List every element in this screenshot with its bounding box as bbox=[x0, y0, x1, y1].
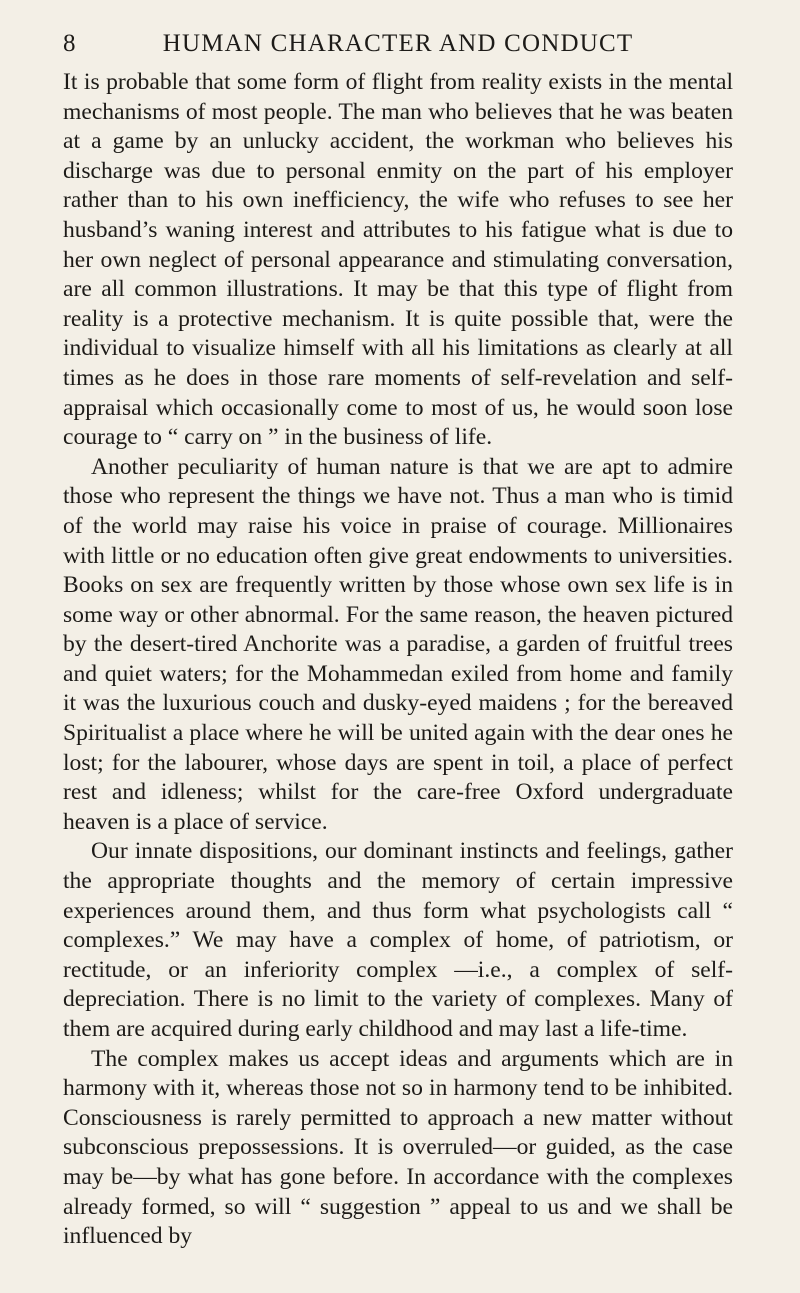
paragraph-flight-from-reality: It is probable that some form of flight from reality exists in the mental mechanisms of most people. The man who believes that he was beaten at a game by an unlucky accident, the workman who believes his discharge was due to personal enmity on the part of his employer rather than to his own inefficiency, the wife who refuses to see her husband’s waning interest and attributes to his fatigue what is due to her own neglect of personal appearance and stimulating conversation, are all common illustrations. It may be that this type of flight from reality is a protective mechanism. It is quite possible that, were the individual to visualize himself with all his limitations as clearly at all times as he does in those rare moments of self-revelation and self-appraisal which occasionally come to most of us, he would soon lose courage to “ carry on ” in the business of life. bbox=[63, 69, 733, 451]
paragraph-complex-influence: The complex makes us accept ideas and arguments which are in harmony with it, whereas those not so in harmony tend to be inhibited. Consciousness is rarely permitted to approach a new matter without subconscious prepossessions. It is overruled—or guided, as the case may be—by what has gone before. In accordance with the complexes already formed, so will “ suggestion ” appeal to us and we shall be influenced by bbox=[63, 1045, 733, 1250]
book-page bbox=[63, 0, 733, 1293]
page-number: 8 bbox=[63, 30, 76, 57]
paragraph-peculiarity: Another peculiarity of human nature is that we are apt to admire those who represent the things we have not. Thus a man who is timid of the world may raise his voice in praise of courage. Millionaires with little or no education often give great endowments to universities. Books on sex are frequently written by those whose own sex life is in some way or other abnormal. For the same reason, the heaven pictured by the desert-tired Anchorite was a paradise, a garden of fruitful trees and quiet waters; for the Mohammedan exiled from home and family it was the luxurious couch and dusky-eyed maidens ; for the bereaved Spiritualist a place where he will be united again with the dear ones he lost; for the labourer, whose days are spent in toil, a place of perfect rest and idleness; whilst for the care-free Oxford undergraduate heaven is a place of service. bbox=[63, 453, 733, 835]
running-title: HUMAN CHARACTER AND CONDUCT bbox=[162, 30, 634, 57]
body-text bbox=[63, 68, 733, 1252]
page-header bbox=[63, 22, 733, 62]
paragraph-complexes: Our innate dispositions, our dominant instincts and feelings, gather the appropriate thoughts and the memory of certain impressive experiences around them, and thus form what psychologists call “ complexes.” We may have a complex of home, of patriotism, or rectitude, or an inferiority complex —i.e., a complex of self-depreciation. There is no limit to the variety of complexes. Many of them are acquired during early childhood and may last a life-time. bbox=[63, 838, 733, 1042]
